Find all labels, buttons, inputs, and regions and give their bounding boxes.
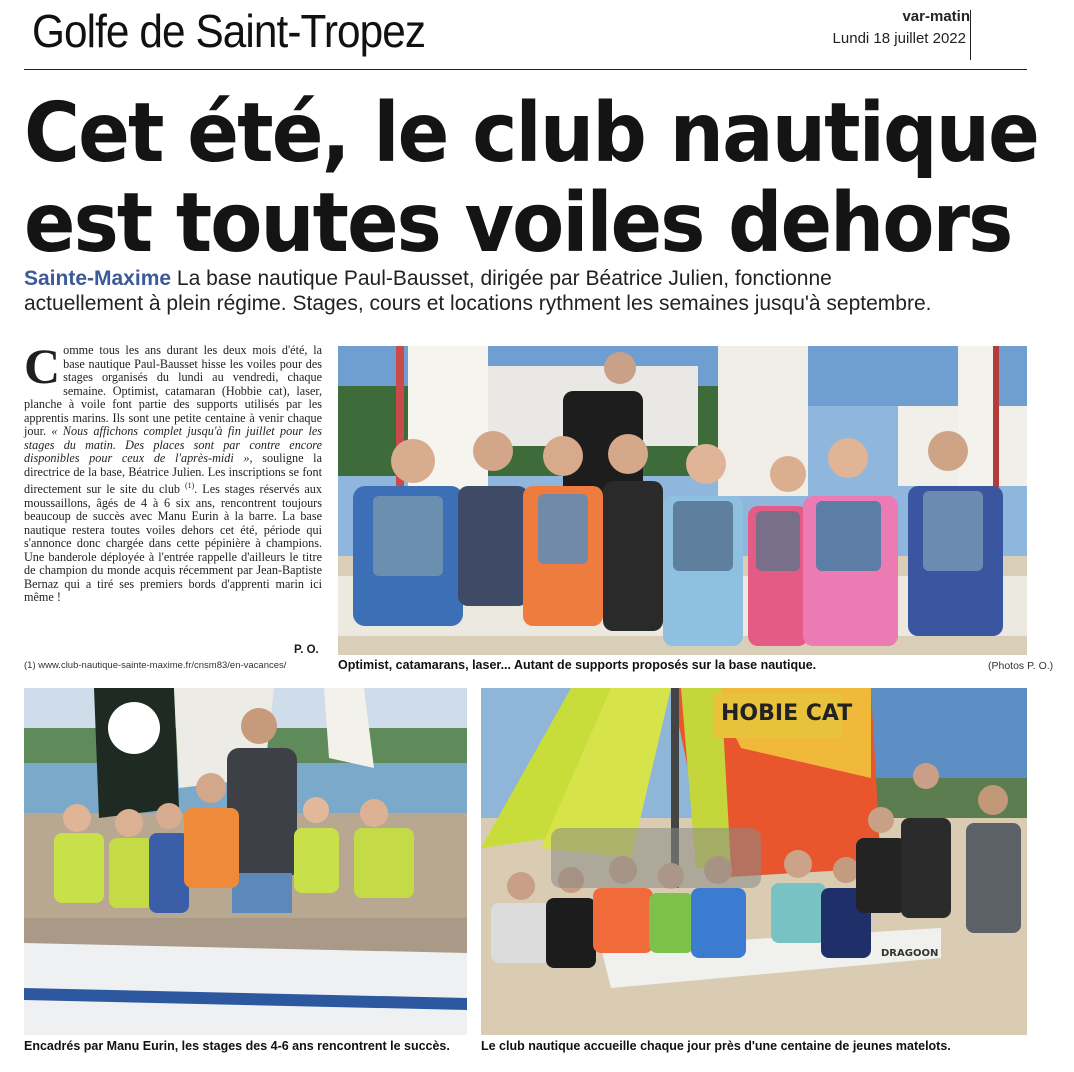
caption-top-photo: Optimist, catamarans, laser... Autant de supports proposés sur la base nautique. (338, 658, 817, 672)
board-text: DRAGOON (881, 948, 939, 959)
chapo-line-1 (24, 267, 832, 291)
headline-line-2: est toutes voiles dehors (24, 176, 1012, 271)
headline-line-1: Cet été, le club nautique (24, 86, 1039, 181)
sail-text: HOBIE CAT (721, 701, 853, 726)
chapo-line-2: actuellement à plein régime. Stages, cours et locations rythment les semaines jusqu'à septembre. (24, 292, 932, 315)
caption-bottom-right-photo: Le club nautique accueille chaque jour près d'une centaine de jeunes matelots. (481, 1039, 951, 1053)
body-part-3: . Les stages réservés aux moussaillons, âgés de 4 à 6 six ans, rencontrent toujours beaucoup de succès avec Manu Eurin à la barre. La base nautique restera toutes voiles dehors cet été, période qui s'annonce donc chargée dans cette pépinière à champions. Une banderole déployée à l'entrée rappelle d'ailleurs le titre de champion du monde acquis récemment par Jean-Baptiste Bernaz qui a tiré ses premiers bords d'apprenti marin ici même ! (24, 482, 322, 605)
newspaper-name: var-matin (902, 8, 970, 25)
body-part-1: omme tous les ans durant les deux mois d'été, la base nautique Paul-Bausset hisse les voiles pour des stages organisés du lundi au vendredi, chaque semaine. Optimist, catamaran (Hobbie cat), laser, planche à voile font partie des supports utilisés par les apprentis marins. Ils sont une petite centaine à venir chaque jour. (24, 343, 322, 438)
header-divider (24, 69, 1027, 70)
photo-kids-beach (24, 688, 467, 1035)
section-title: Golfe de Saint-Tropez (32, 5, 426, 57)
footnote: (1) www.club-nautique-sainte-maxime.fr/cnsm83/en-vacances/ (24, 660, 287, 671)
author-initials: P. O. (294, 644, 319, 656)
photo-credit: (Photos P. O.) (988, 660, 1054, 672)
body-part-2: , souligne la directrice de la base, Béatrice Julien. Les inscriptions se font directement sur le site du club (24, 451, 322, 497)
chapo-text-1: La base nautique Paul-Bausset, dirigée par Béatrice Julien, fonctionne (171, 267, 832, 290)
header-divider-vertical (970, 10, 971, 60)
footnote-ref: (1) (184, 481, 195, 490)
photo-group-optimist (338, 346, 1027, 655)
caption-bottom-left-photo: Encadrés par Manu Eurin, les stages des 4-6 ans rencontrent le succès. (24, 1039, 450, 1053)
article-body (24, 338, 322, 605)
body-quote: « Nous affichons complet jusqu'à fin juillet pour les stages du matin. Des places sont par contre encore disponibles pour ceux de l'après-midi » (24, 424, 322, 465)
publication-date: Lundi 18 juillet 2022 (832, 30, 966, 47)
kicker: Sainte-Maxime (24, 267, 172, 290)
photo-teens-catamaran (481, 688, 1027, 1035)
drop-cap: C (24, 338, 61, 394)
